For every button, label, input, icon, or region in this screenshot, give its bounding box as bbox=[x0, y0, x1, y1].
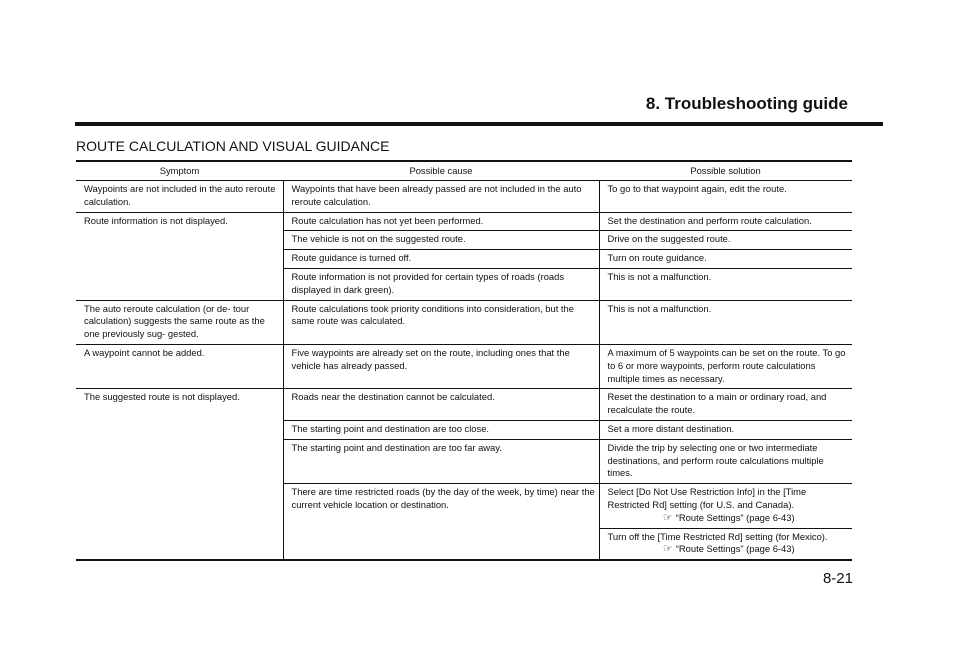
solution-text: Turn off the [Time Restricted Rd] setting (for Mexico). bbox=[607, 530, 828, 542]
symptom-cell: A waypoint cannot be added. bbox=[76, 344, 283, 388]
solution-cell: Set the destination and perform route calculation. bbox=[599, 212, 852, 231]
cause-cell: The starting point and destination are too far away. bbox=[283, 439, 599, 483]
table-row bbox=[76, 181, 852, 213]
symptom-cell: The suggested route is not displayed. bbox=[76, 389, 283, 560]
solution-cell: Reset the destination to a main or ordinary road, and recalculate the route. bbox=[599, 389, 852, 421]
solution-cell: A maximum of 5 waypoints can be set on the route. To go to 6 or more waypoints, perform route calculations multiple times as necessary. bbox=[599, 344, 852, 388]
cause-cell: The vehicle is not on the suggested route. bbox=[283, 231, 599, 250]
table-row bbox=[76, 344, 852, 388]
page-number: 8-21 bbox=[822, 570, 853, 587]
cause-cell: Route guidance is turned off. bbox=[283, 250, 599, 269]
reference-text: “Route Settings” (page 6-43) bbox=[675, 511, 795, 523]
cause-cell: Route calculation has not yet been performed. bbox=[283, 212, 599, 231]
table-row bbox=[76, 212, 852, 231]
troubleshooting-table bbox=[76, 160, 852, 561]
hand-pointer-icon: ☞ bbox=[662, 543, 673, 556]
cause-cell: Route information is not provided for certain types of roads (roads displayed in dark green). bbox=[283, 268, 599, 300]
solution-cell: This is not a malfunction. bbox=[599, 300, 852, 344]
header-symptom: Symptom bbox=[76, 161, 283, 181]
solution-cell: Drive on the suggested route. bbox=[599, 231, 852, 250]
header-possible-solution: Possible solution bbox=[599, 161, 852, 181]
solution-cell: To go to that waypoint again, edit the route. bbox=[599, 181, 852, 213]
symptom-cell: Waypoints are not included in the auto reroute calculation. bbox=[76, 181, 283, 213]
solution-cell bbox=[599, 528, 852, 560]
route-settings-reference[interactable] bbox=[608, 512, 851, 525]
table-row bbox=[76, 300, 852, 344]
header-possible-cause: Possible cause bbox=[283, 161, 599, 181]
table-header-row bbox=[76, 161, 852, 181]
solution-cell: Divide the trip by selecting one or two intermediate destinations, and perform route calculations multiple times. bbox=[599, 439, 852, 483]
cause-cell: There are time restricted roads (by the day of the week, by time) near the current vehicle location or destination. bbox=[283, 484, 599, 560]
solution-text: Select [Do Not Use Restriction Info] in the [Time Restricted Rd] setting (for U.S. and Canada). bbox=[607, 486, 807, 510]
symptom-cell: Route information is not displayed. bbox=[76, 212, 283, 300]
hand-pointer-icon: ☞ bbox=[662, 511, 673, 524]
solution-cell: Turn on route guidance. bbox=[599, 250, 852, 269]
chapter-title: 8. Troubleshooting guide bbox=[645, 94, 848, 113]
cause-cell: Roads near the destination cannot be calculated. bbox=[283, 389, 599, 421]
header-rule bbox=[75, 122, 883, 126]
cause-cell: The starting point and destination are too close. bbox=[283, 420, 599, 439]
solution-cell bbox=[599, 484, 852, 528]
solution-cell: Set a more distant destination. bbox=[599, 420, 852, 439]
symptom-cell: The auto reroute calculation (or de- tour calculation) suggests the same route as the one previously sug- gested. bbox=[76, 300, 283, 344]
cause-cell: Waypoints that have been already passed are not included in the auto reroute calculation. bbox=[283, 181, 599, 213]
cause-cell: Route calculations took priority conditions into consideration, but the same route was calculated. bbox=[283, 300, 599, 344]
solution-cell: This is not a malfunction. bbox=[599, 268, 852, 300]
cause-cell: Five waypoints are already set on the route, including ones that the vehicle has already passed. bbox=[283, 344, 599, 388]
route-settings-reference[interactable] bbox=[608, 543, 851, 556]
section-title: ROUTE CALCULATION AND VISUAL GUIDANCE bbox=[76, 138, 390, 154]
reference-text: “Route Settings” (page 6-43) bbox=[675, 543, 795, 555]
table-row bbox=[76, 389, 852, 421]
